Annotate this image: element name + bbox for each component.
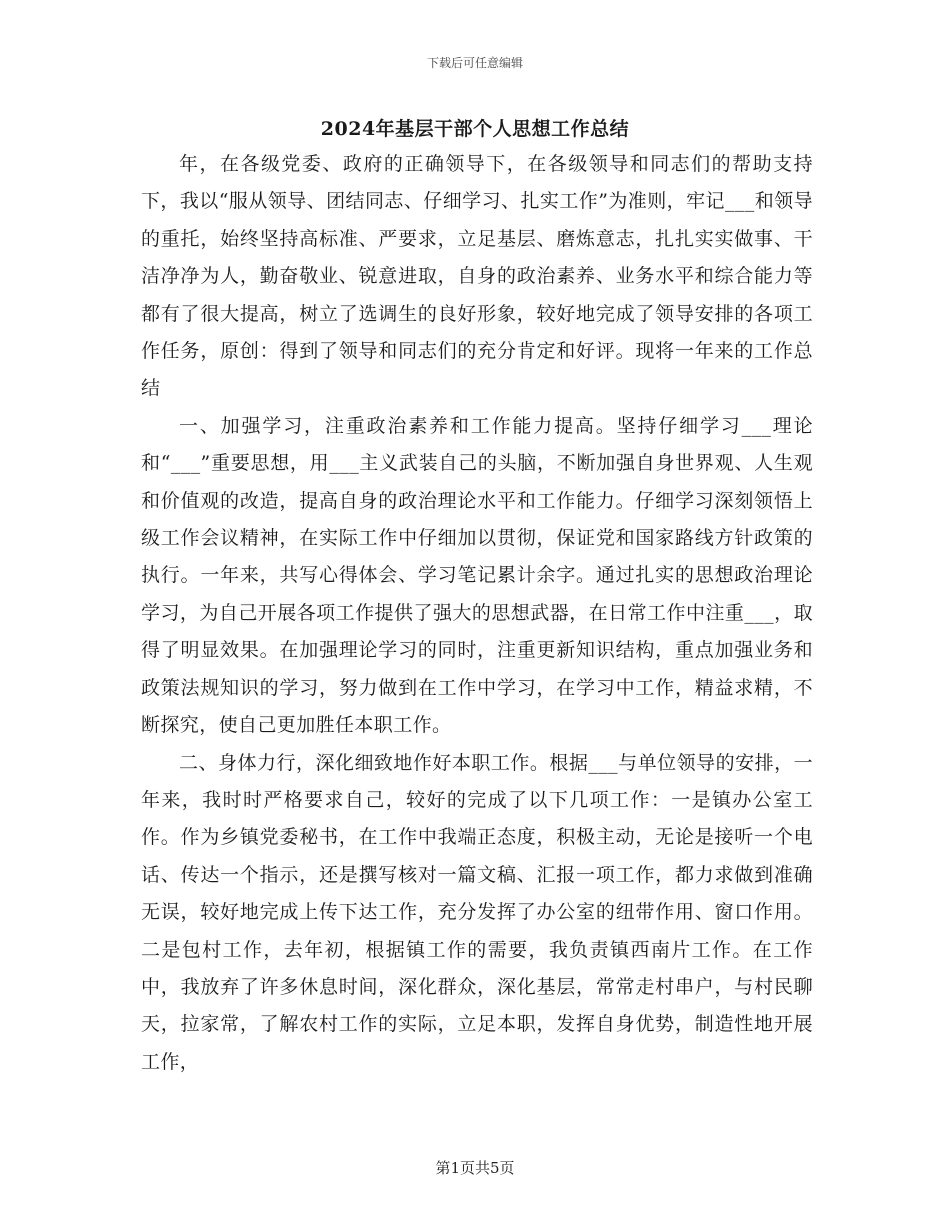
page-number: 第1页共5页: [435, 1159, 515, 1177]
paragraph-intro: 年，在各级党委、政府的正确领导下，在各级领导和同志们的帮助支持下，我以“服从领导、团结同志、仔细学习、扎实工作”为准则，牢记___和领导的重托，始终坚持高标准、严要求，立足基层、磨炼意志，扎扎实实做事、干洁净净为人，勤奋敬业、锐意进取，自身的政治素养、业务水平和综合能力等都有了很大提高，树立了选调生的良好形象，较好地完成了领导安排的各项工作任务，原创：得到了领导和同志们的充分肯定和好评。现将一年来的工作总结: [141, 153, 813, 400]
paragraph-section-1: 一、加强学习，注重政治素养和工作能力提高。坚持仔细学习___理论和“___”重要思想，用___主义武装自己的头脑，不断加强自身世界观、人生观和价值观的改造，提高自身的政治理论水平和工作能力。仔细学习深刻领悟上级工作会议精神，在实际工作中仔细加以贯彻，保证党和国家路线方针政策的执行。一年来，共写心得体会、学习笔记累计余字。通过扎实的思想政治理论学习，为自己开展各项工作提供了强大的思想武器，在日常工作中注重___，取得了明显效果。在加强理论学习的同时，注重更新知识结构，重点加强业务和政策法规知识的学习，努力做到在工作中学习，在学习中工作，精益求精，不断探究，使自己更加胜任本职工作。: [141, 414, 813, 737]
paragraph-section-2: 二、身体力行，深化细致地作好本职工作。根据___与单位领导的安排，一年来，我时时严格要求自己，较好的完成了以下几项工作：一是镇办公室工作。作为乡镇党委秘书，在工作中我端正态度，积极主动，无论是接听一个电话、传达一个指示，还是撰写核对一篇文稿、汇报一项工作，都力求做到准确无误，较好地完成上传下达工作，充分发挥了办公室的纽带作用、窗口作用。二是包村工作，去年初，根据镇工作的需要，我负责镇西南片工作。在工作中，我放弃了许多休息时间，深化群众，深化基层，常常走村串户，与村民聊天，拉家常，了解农村工作的实际，立足本职，发挥自身优势，制造性地开展工作，: [141, 751, 813, 1073]
document-body: [141, 146, 813, 1081]
page-header-note: 下载后可任意编辑: [426, 56, 523, 70]
document-title: 2024年基层干部个人思想工作总结: [320, 118, 630, 140]
